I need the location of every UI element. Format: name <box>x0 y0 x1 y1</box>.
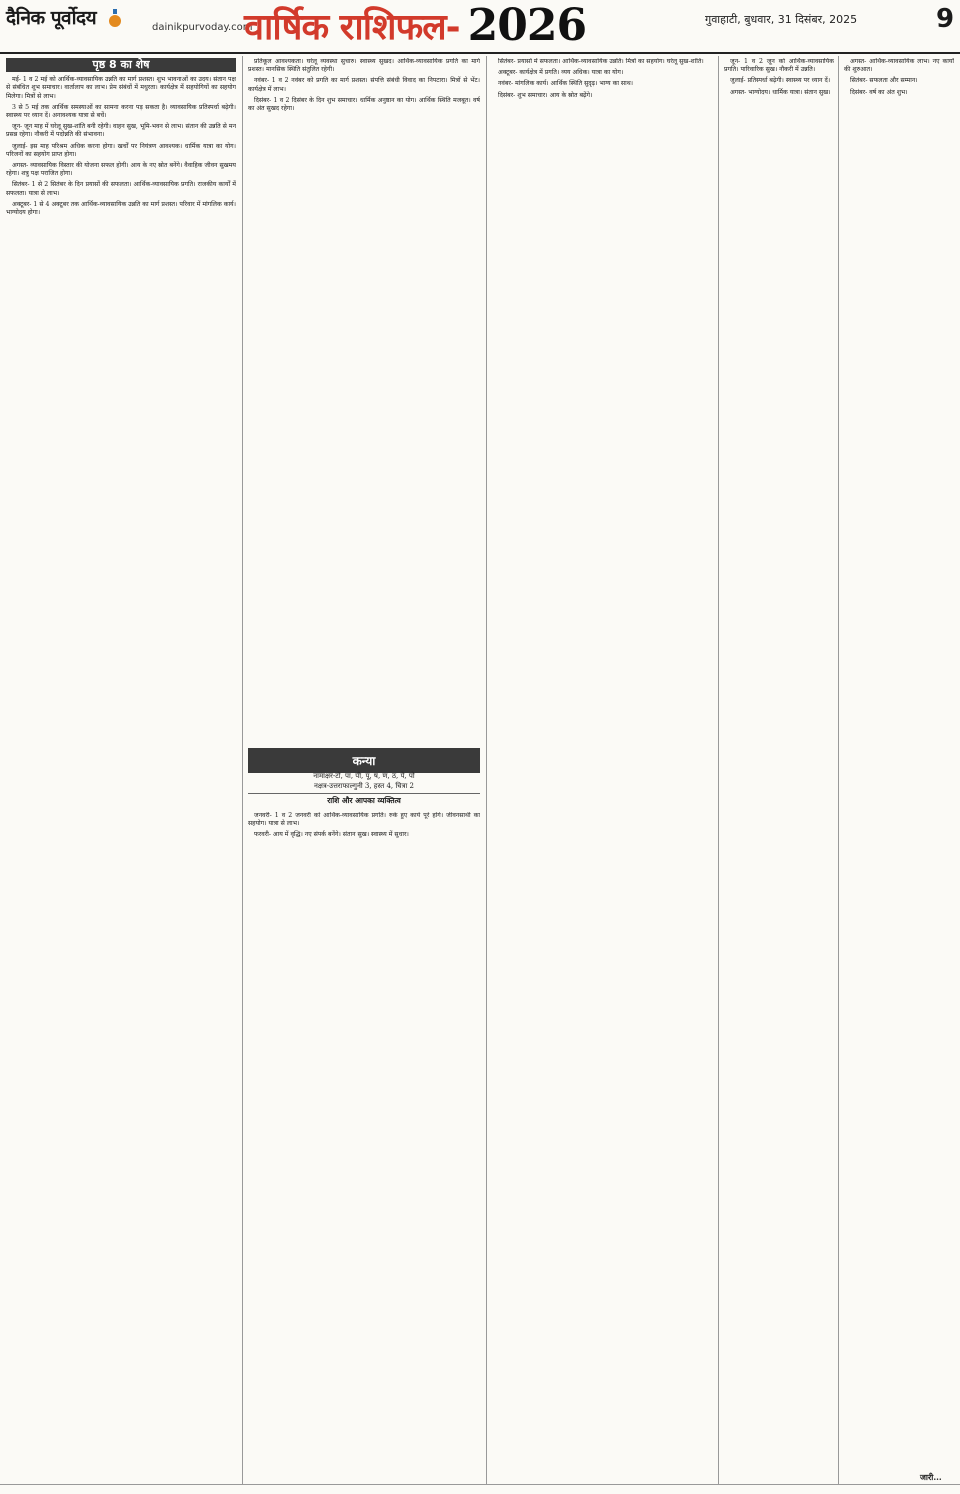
paragraph: दिसंबर- शुभ समाचार। आय के स्रोत बढ़ेंगे। <box>498 91 593 99</box>
rashi-subheading: राशि और आपका व्यक्तित्व <box>327 796 401 805</box>
page-title <box>244 0 664 51</box>
paragraph: नवंबर- मांगलिक कार्य। आर्थिक स्थिति सुदृढ़। भाग्य का साथ। <box>498 80 634 88</box>
nakshatra-line: नक्षत्र-उत्तराफाल्गुनी 3, हस्त 4, चित्रा 2 <box>314 782 414 790</box>
brand <box>6 4 253 33</box>
paragraph: दिसंबर- वर्ष का अंत शुभ। <box>850 88 908 96</box>
paragraph: जून- 1 व 2 जून को आर्थिक-व्यावसायिक प्रगति। पारिवारिक सुख। नौकरी में उन्नति। <box>724 58 834 74</box>
dateline: गुवाहाटी, बुधवार, 31 दिसंबर, 2025 <box>705 13 858 26</box>
continued-marker: जारी... <box>920 1472 942 1482</box>
column-rule <box>718 56 719 1484</box>
paragraph: अगस्त- आर्थिक-व्यावसायिक लाभ। नए कार्यों की शुरुआत। <box>844 58 954 74</box>
namakshar-line: नामाक्षर-टो, पा, पी, पू, ष, ण, ठ, पे, पो <box>313 772 415 780</box>
column-rule <box>486 56 487 1484</box>
paragraph: प्रतिकूल आवश्यकता। घरेलू व्यवस्था सुचारु। स्वास्थ्य सुखद। आर्थिक-व्यावसायिक प्रगति का मार्ग प्रशस्त। मानसिक स्थिति संतुलित रहेगी। <box>248 58 480 74</box>
masthead <box>0 0 960 54</box>
page-number: 9 <box>936 4 955 34</box>
column-rule <box>242 56 243 1484</box>
paragraph: 3 से 5 मई तक आर्थिक समस्याओं का सामना करना पड़ सकता है। व्यावसायिक प्रतिस्पर्धा बढ़ेगी। स्वास्थ्य पर ध्यान दें। अनावश्यक यात्रा से बचें। <box>6 103 236 120</box>
paragraph: जनवरी- 1 व 2 जनवरी को आर्थिक-व्यावसायिक प्रगति। रुके हुए कार्य पूरे होंगे। जीवनसाथी का सहयोग। यात्रा से लाभ। <box>248 812 480 828</box>
paragraph: जून- जून माह में घरेलू सुख-शांति बनी रहेगी। वाहन सुख, भूमि-भवन से लाभ। संतान की उन्नति से मन प्रसन्न रहेगा। नौकरी में पदोन्नति की संभावना। <box>6 123 236 139</box>
paragraph: अगस्त- व्यावसायिक विस्तार की योजना सफल होगी। आय के नए स्रोत बनेंगे। वैवाहिक जीवन सुखमय रहेगा। शत्रु पक्ष पराजित होगा। <box>6 162 236 178</box>
paragraph: जुलाई- प्रतिस्पर्धा बढ़ेगी। स्वास्थ्य पर ध्यान दें। <box>730 77 831 85</box>
column-2-bottom <box>248 812 480 1472</box>
paragraph: सितंबर- 1 से 2 सितंबर के दिन प्रयासों की सफलता। आर्थिक-व्यावसायिक प्रगति। राजकीय कार्यों में सफलता। यात्रा से लाभ। <box>6 181 236 197</box>
paragraph: अक्टूबर- 1 से 4 अक्टूबर तक आर्थिक-व्यावसायिक उन्नति का मार्ग प्रशस्त। परिवार में मांगलिक कार्य। भाग्योदय होगा। <box>6 200 236 217</box>
column-4 <box>724 58 834 1478</box>
title-text: वार्षिक राशिफल- <box>244 6 460 48</box>
sun-logo-icon <box>105 9 125 31</box>
paragraph: अगस्त- भाग्योदय। धार्मिक यात्रा। संतान सुख। <box>730 88 831 96</box>
paragraph: फरवरी- आय में वृद्धि। नए संपर्क बनेंगे। संतान सुख। स्वास्थ्य में सुधार। <box>254 831 409 839</box>
paragraph: जुलाई- इस माह परिश्रम अधिक करना होगा। खर्चों पर नियंत्रण आवश्यक। धार्मिक यात्रा का योग। परिजनों का सहयोग प्राप्त होगा। <box>6 142 236 158</box>
column-3 <box>492 58 714 1478</box>
column-2-top <box>248 58 480 738</box>
site-url[interactable]: dainikpurvoday.com <box>152 22 253 33</box>
paragraph: सितंबर- प्रयासों में सफलता। आर्थिक-व्यावसायिक उन्नति। मित्रों का सहयोग। घरेलू सुख-शांति। <box>498 58 704 65</box>
continued-box-title: पृष्ठ 8 का शेष <box>6 58 236 72</box>
paragraph: मई- 1 व 2 मई को आर्थिक-व्यावसायिक उन्नति का मार्ग प्रशस्त। शुभ भावनाओं का उदय। संतान पक्ष से संबंधित शुभ समाचार। वार्तालाप का लाभ। प्रेम संबंधों में मधुरता। कार्यक्षेत्र में सहयोगियों का सहयोग मिलेगा। मित्रों से लाभ। <box>6 76 236 100</box>
paragraph: नवंबर- 1 व 2 नवंबर को प्रगति का मार्ग प्रशस्त। संपत्ति संबंधी विवाद का निपटारा। मित्रों से भेंट। कार्यक्षेत्र में लाभ। <box>248 77 480 93</box>
title-year: 2026 <box>467 0 587 51</box>
paragraph: अक्टूबर- कार्यक्षेत्र में प्रगति। व्यय अधिक। यात्रा का योग। <box>498 69 624 77</box>
column-5 <box>844 58 954 1468</box>
rashi-namakshar <box>248 771 480 794</box>
paragraph: दिसंबर- 1 व 2 दिसंबर के दिन शुभ समाचार। धार्मिक अनुष्ठान का योग। आर्थिक स्थिति मजबूत। वर्ष का अंत सुखद रहेगा। <box>248 96 480 113</box>
column-1 <box>6 58 236 1478</box>
paragraph: सितंबर- सफलता और सम्मान। <box>850 77 918 85</box>
brand-name: दैनिक पूर्वोदय <box>6 7 97 29</box>
column-rule <box>838 56 839 1484</box>
rashi-heading-kanya: कन्या <box>248 748 480 773</box>
